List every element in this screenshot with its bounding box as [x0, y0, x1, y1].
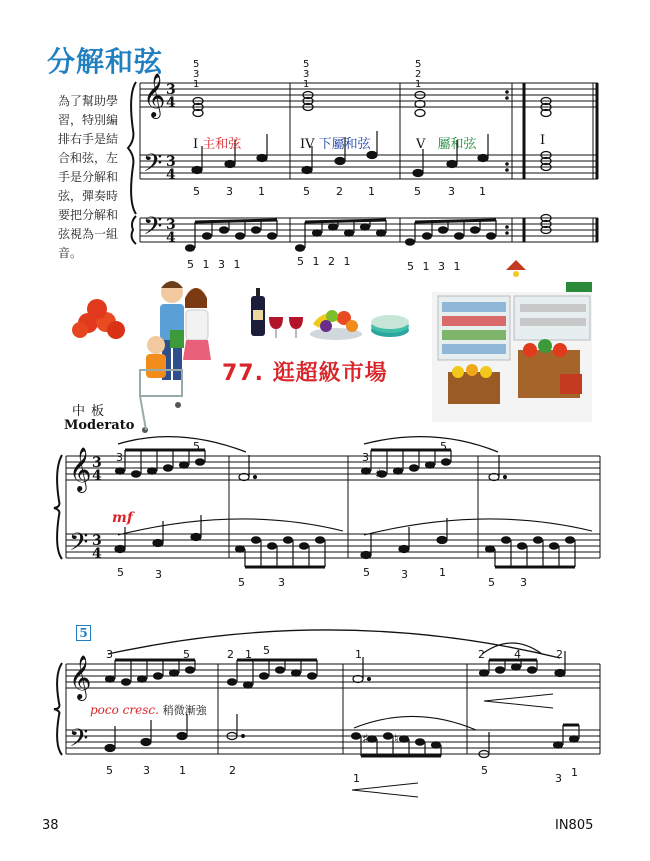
fingering-stack: 5 3 1 — [193, 59, 200, 90]
illustration-supermarket — [72, 260, 592, 433]
tempo-english: Moderato — [64, 418, 135, 433]
fingering: 3 — [520, 576, 527, 589]
fingering: 5 — [440, 440, 447, 453]
sys1-treble-staff — [66, 456, 600, 480]
fingering: 1 — [439, 566, 446, 579]
svg-text:3: 3 — [92, 455, 102, 471]
fingering: 3 — [401, 568, 408, 581]
treble-clef-icon: 𝄞 — [143, 73, 166, 117]
fingering: 3 — [278, 576, 285, 589]
svg-text:♯: ♯ — [375, 467, 382, 482]
svg-text:4: 4 — [92, 468, 102, 484]
tempo-chinese: 中板 — [72, 404, 111, 419]
svg-text:𝄢: 𝄢 — [69, 528, 89, 563]
fingering: 3 — [106, 648, 113, 661]
chord-label-1: I 主和弦 — [193, 137, 242, 152]
svg-text:3: 3 — [92, 533, 102, 549]
fingering: 2 — [556, 648, 563, 661]
page-number: 38 — [42, 818, 59, 833]
svg-text:♯: ♯ — [362, 732, 369, 747]
piece-title: 77. 逛超級市場 — [222, 361, 388, 386]
plates-icon — [371, 315, 409, 337]
wine-bottle-icon — [251, 288, 265, 336]
fingering: 1 — [258, 185, 265, 198]
exercise-treble-staff — [140, 83, 598, 107]
fingering: 5 — [238, 576, 245, 589]
fingering: 4 — [514, 648, 521, 661]
svg-text:♮: ♮ — [394, 732, 399, 747]
fingering: 3 — [155, 568, 162, 581]
dynamic-poco-cresc: poco cresc. 稍微漸強 — [90, 703, 207, 717]
bass-clef-icon: 𝄢 — [143, 212, 163, 247]
fingering: 1 — [355, 648, 362, 661]
dynamic-mf: mf — [112, 510, 133, 526]
fingering: 3 — [143, 764, 150, 777]
chord-label-3: V 屬和弦 — [416, 137, 477, 152]
fingering: 2 — [336, 185, 343, 198]
svg-text:4: 4 — [166, 167, 176, 183]
fingering: 5 — [263, 644, 270, 657]
fingering: 1 — [245, 648, 252, 661]
fingering: 5 — [488, 576, 495, 589]
instruction-note: 為了幫助學習，特別編排右手是結合和弦，左手是分解和弦，彈奏時要把分解和弦視為一組音。 — [58, 94, 119, 260]
svg-text:4: 4 — [92, 546, 102, 562]
fingering: 1 — [353, 772, 360, 785]
fingering: 5 — [363, 566, 370, 579]
fingering: 1 — [479, 185, 486, 198]
fingering: 1 — [571, 766, 578, 779]
fingering: 5 — [183, 648, 190, 661]
fingering: 5 — [414, 185, 421, 198]
svg-text:4: 4 — [166, 230, 176, 246]
chord-label-4: I — [540, 133, 546, 148]
fingering: 3 — [448, 185, 455, 198]
fingering: 2 — [478, 648, 485, 661]
brace-icon — [128, 82, 136, 214]
fingering: 3 — [226, 185, 233, 198]
section-title: 分解和弦 — [47, 45, 164, 78]
fingering-group: 5 1 2 1 — [297, 255, 351, 268]
fingering: 5 — [303, 185, 310, 198]
fingering-group: 5 1 3 1 — [407, 260, 461, 273]
fingering: 5 — [106, 764, 113, 777]
fingering-group: 5 1 3 1 — [187, 258, 241, 271]
fruit-plate-icon — [310, 310, 362, 340]
svg-text:𝄞: 𝄞 — [69, 447, 92, 491]
family-shoppers-icon — [140, 281, 211, 433]
fingering: 3 — [362, 451, 369, 464]
tomatoes-icon — [72, 299, 125, 339]
svg-text:3: 3 — [166, 82, 176, 98]
fingering: 5 — [193, 440, 200, 453]
fingering: 3 — [116, 451, 123, 464]
fingering: 3 — [555, 772, 562, 785]
fingering: 1 — [179, 764, 186, 777]
svg-text:3: 3 — [166, 154, 176, 170]
svg-text:4: 4 — [166, 95, 176, 111]
book-code: IN805 — [555, 818, 594, 833]
fingering-stack: 5 2 1 — [415, 59, 422, 90]
svg-text:3: 3 — [166, 217, 176, 233]
fingering: 1 — [368, 185, 375, 198]
fingering: 5 — [117, 566, 124, 579]
svg-text:𝄞: 𝄞 — [69, 655, 92, 699]
exercise-bass-staff-1 — [140, 155, 598, 179]
exercise-system — [140, 83, 598, 242]
fingering: 5 — [481, 764, 488, 777]
fingering: 5 — [193, 185, 200, 198]
fingering: 2 — [227, 648, 234, 661]
fingering-stack: 5 3 1 — [303, 59, 310, 90]
wine-glasses-icon — [269, 317, 303, 338]
chord-label-2: IV 下屬和弦 — [300, 137, 371, 152]
fingering: 2 — [229, 764, 236, 777]
bass-clef-icon: 𝄢 — [143, 149, 163, 184]
svg-text:𝄢: 𝄢 — [69, 724, 89, 759]
market-shelves-icon — [432, 260, 592, 422]
measure-number: 5 — [76, 625, 91, 641]
